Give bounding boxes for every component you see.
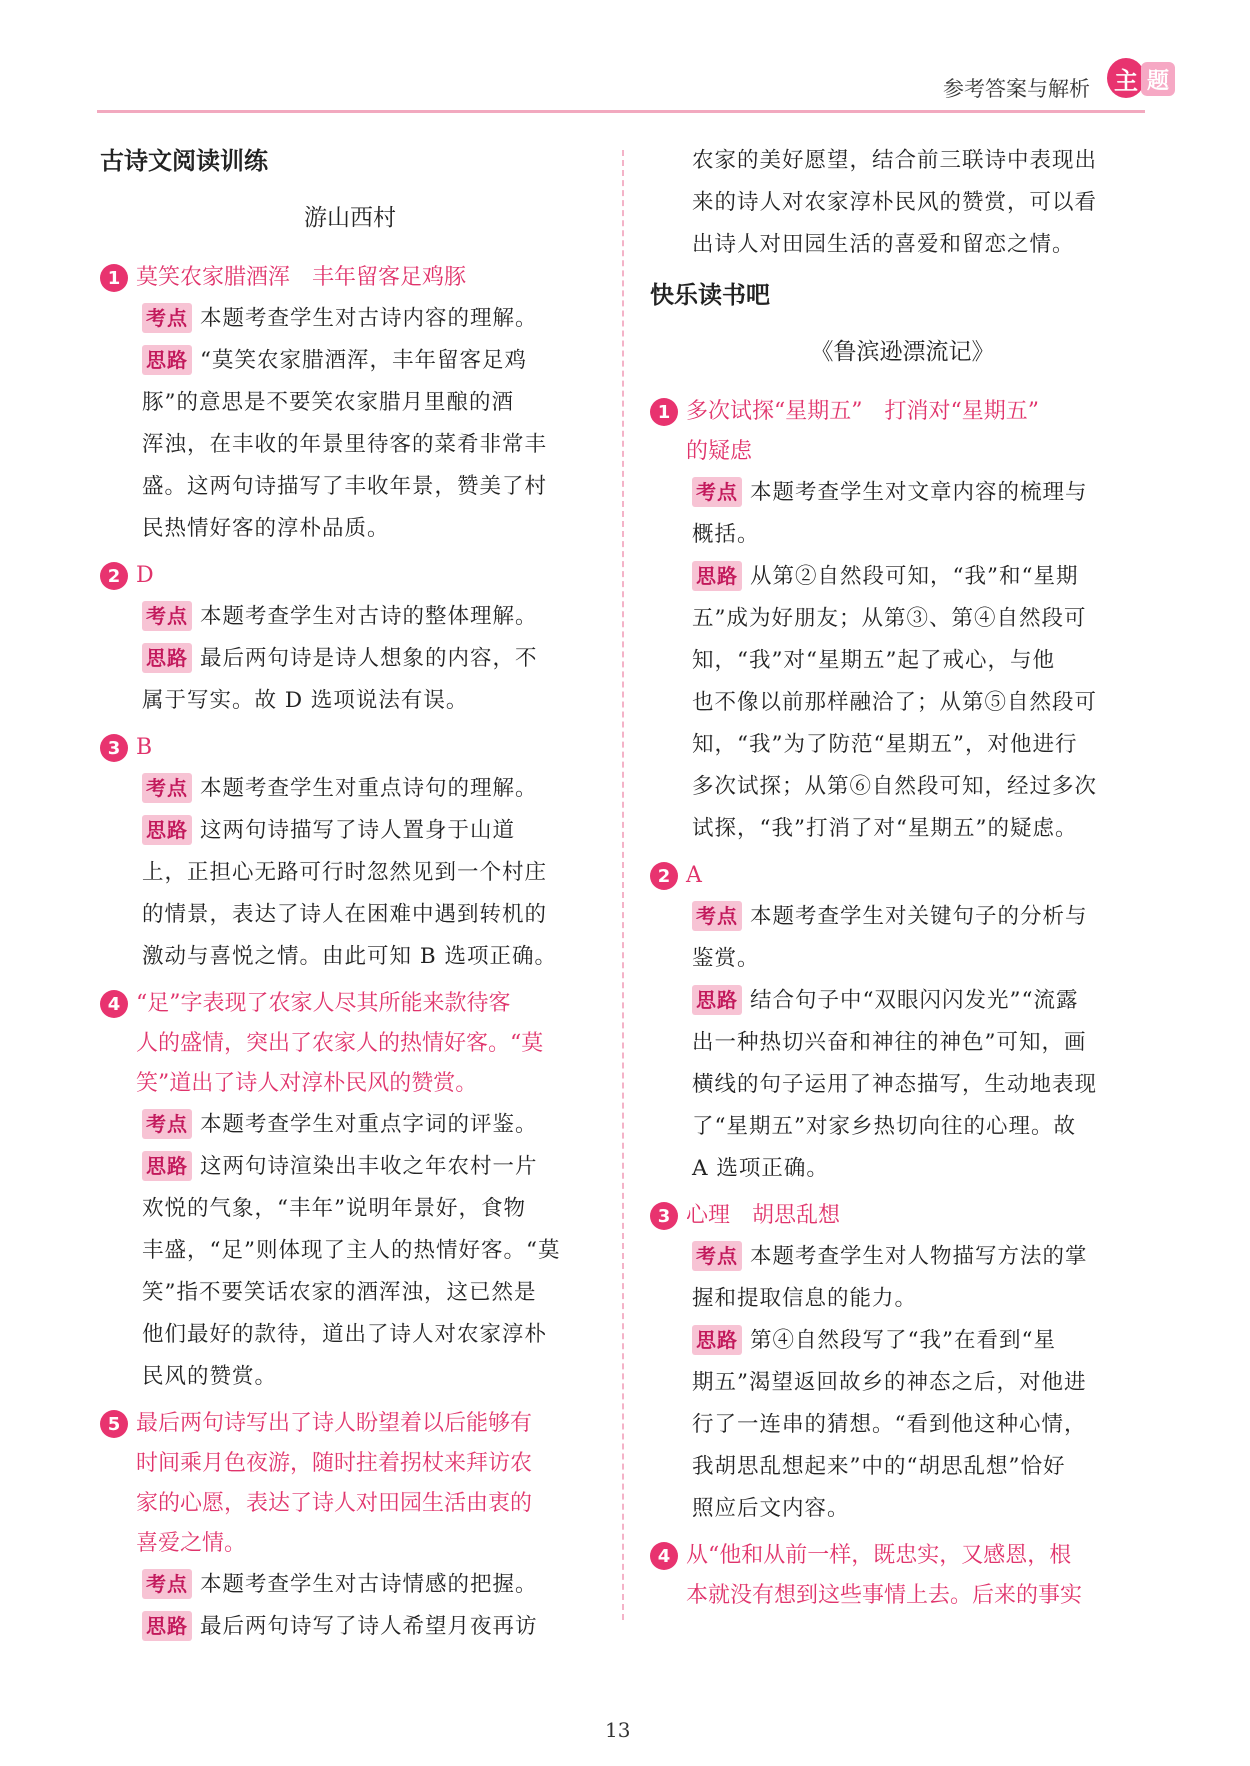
silu-block <box>100 1606 600 1648</box>
kaodian-label: 考点 <box>692 477 742 507</box>
silu-label: 思路 <box>142 1151 192 1181</box>
question-number-icon: 3 <box>100 734 128 762</box>
silu-line: 我胡思乱想起来”中的“胡思乱想”恰好 <box>692 1454 1066 1479</box>
answer-line: 时间乘月色夜游，随时拄着拐杖来拜访农 <box>136 1451 533 1476</box>
answer-text <box>136 556 600 596</box>
answer-line: 最后两句诗写出了诗人盼望着以后能够有 <box>136 1411 533 1436</box>
right-column <box>650 140 1155 1622</box>
silu-line: 民热情好客的淳朴品质。 <box>142 516 390 541</box>
question-number-icon: 1 <box>650 398 678 426</box>
silu-line: 出一种热切兴奋和神往的神色”可知，画 <box>692 1030 1087 1055</box>
silu-block <box>100 1146 600 1398</box>
answer-row <box>100 556 600 596</box>
answer-line: 多次试探“星期五” 打消对“星期五” <box>686 399 1039 424</box>
silu-label: 思路 <box>142 345 192 375</box>
answer-row <box>650 856 1155 896</box>
answer-line: 从“他和从前一样，既忠实，又感恩，根 <box>686 1543 1072 1568</box>
page-number: 13 <box>605 1718 631 1742</box>
kaodian-block <box>650 472 1155 556</box>
answer-text <box>686 392 1155 472</box>
silu-line: 行了一连串的猜想。“看到他这种心情， <box>692 1412 1087 1437</box>
question-number-icon: 1 <box>100 264 128 292</box>
silu-line: 思路 第④自然段写了“我”在看到“星 <box>692 1320 1155 1362</box>
kaodian-block <box>100 1104 600 1146</box>
silu-label: 思路 <box>692 1325 742 1355</box>
silu-line: 了“星期五”对家乡热切向往的心理。故 <box>692 1114 1076 1139</box>
answer-row <box>100 258 600 298</box>
silu-label: 思路 <box>142 1611 192 1641</box>
kaodian-line: 考点 本题考查学生对文章内容的梳理与 <box>692 472 1155 514</box>
silu-line: 思路 最后两句诗写了诗人希望月夜再访 <box>142 1606 600 1648</box>
silu-line: 知，“我”为了防范“星期五”，对他进行 <box>692 732 1078 757</box>
answer-line: 的疑虑 <box>686 439 753 464</box>
silu-block <box>650 1320 1155 1530</box>
silu-line: 期五”渴望返回故乡的神态之后，对他进 <box>692 1370 1087 1395</box>
silu-line: 思路 “莫笑农家腊酒浑，丰年留客足鸡 <box>142 340 600 382</box>
question-3 <box>100 728 600 978</box>
answer-line: 喜爱之情。 <box>136 1531 247 1556</box>
kaodian-block <box>100 1564 600 1606</box>
silu-block <box>650 556 1155 850</box>
silu-line: 丰盛，“足”则体现了主人的热情好客。“莫 <box>142 1238 561 1263</box>
question-number-icon: 4 <box>100 990 128 1018</box>
answer-text <box>686 1536 1155 1616</box>
kaodian-line: 鉴赏。 <box>692 946 760 971</box>
silu-line: A 选项正确。 <box>692 1156 829 1181</box>
question-number-icon: 4 <box>650 1542 678 1570</box>
kaodian-label: 考点 <box>142 303 192 333</box>
question-4 <box>650 1536 1155 1616</box>
answer-text <box>136 258 600 298</box>
silu-line: 上，正担心无路可行时忽然见到一个村庄 <box>142 860 548 885</box>
silu-block <box>100 340 600 550</box>
silu-line: 多次试探；从第⑥自然段可知，经过多次 <box>692 774 1098 799</box>
kaodian-line: 考点 本题考查学生对重点字词的评鉴。 <box>142 1104 600 1146</box>
kaodian-line: 考点 本题考查学生对古诗的整体理解。 <box>142 596 600 638</box>
silu-line: 横线的句子运用了神态描写，生动地表现 <box>692 1072 1098 1097</box>
silu-line: 知，“我”对“星期五”起了戒心，与他 <box>692 648 1055 673</box>
answer-line: “足”字表现了农家人尽其所能来款待客 <box>136 991 511 1016</box>
kaodian-label: 考点 <box>142 601 192 631</box>
kaodian-line: 考点 本题考查学生对古诗内容的理解。 <box>142 298 600 340</box>
silu-line: 的情景，表达了诗人在困难中遇到转机的 <box>142 902 548 927</box>
answer-line: D <box>136 563 154 588</box>
topic-badge-2: 题 <box>1141 62 1175 96</box>
silu-line: 属于写实。故 D 选项说法有误。 <box>142 688 469 713</box>
question-1 <box>100 258 600 550</box>
kaodian-line: 考点 本题考查学生对关键句子的分析与 <box>692 896 1155 938</box>
continued-line: 出诗人对田园生活的喜爱和留恋之情。 <box>692 232 1075 257</box>
kaodian-block <box>650 1236 1155 1320</box>
question-1 <box>650 392 1155 850</box>
answer-row <box>100 728 600 768</box>
silu-line: 思路 这两句诗渲染出丰收之年农村一片 <box>142 1146 600 1188</box>
silu-line: 思路 这两句诗描写了诗人置身于山道 <box>142 810 600 852</box>
question-number-icon: 3 <box>650 1202 678 1230</box>
answer-line: A <box>686 863 702 888</box>
kaodian-label: 考点 <box>142 1569 192 1599</box>
silu-block <box>100 638 600 722</box>
answer-line: B <box>136 735 153 760</box>
silu-block <box>100 810 600 978</box>
section-title: 快乐读书吧 <box>650 281 770 309</box>
silu-label: 思路 <box>142 815 192 845</box>
question-2 <box>650 856 1155 1190</box>
answer-line: 笑”道出了诗人对淳朴民风的赞赏。 <box>136 1071 478 1096</box>
question-5 <box>100 1404 600 1648</box>
kaodian-block <box>650 896 1155 980</box>
answer-row <box>650 1536 1155 1616</box>
silu-line: 豚”的意思是不要笑农家腊月里酿的酒 <box>142 390 514 415</box>
answer-line: 人的盛情，突出了农家人的热情好客。“莫 <box>136 1031 544 1056</box>
kaodian-label: 考点 <box>142 1109 192 1139</box>
question-number-icon: 2 <box>100 562 128 590</box>
kaodian-line: 概括。 <box>692 522 760 547</box>
question-2 <box>100 556 600 722</box>
silu-line: 思路 最后两句诗是诗人想象的内容，不 <box>142 638 600 680</box>
answer-line: 莫笑农家腊酒浑 丰年留客足鸡豚 <box>136 265 467 290</box>
kaodian-block <box>100 596 600 638</box>
answer-line: 本就没有想到这些事情上去。后来的事实 <box>686 1583 1083 1608</box>
header-rule <box>97 110 1145 113</box>
silu-line: 民风的赞赏。 <box>142 1364 278 1389</box>
silu-label: 思路 <box>142 643 192 673</box>
kaodian-block <box>100 768 600 810</box>
silu-block <box>650 980 1155 1190</box>
silu-line: 激动与喜悦之情。由此可知 B 选项正确。 <box>142 944 557 969</box>
kaodian-line: 考点 本题考查学生对人物描写方法的掌 <box>692 1236 1155 1278</box>
silu-line: 他们最好的款待，道出了诗人对农家淳朴 <box>142 1322 548 1347</box>
silu-line: 五”成为好朋友；从第③、第④自然段可 <box>692 606 1087 631</box>
kaodian-label: 考点 <box>692 901 742 931</box>
question-number-icon: 5 <box>100 1410 128 1438</box>
header-title: 参考答案与解析 <box>943 77 1090 101</box>
answer-text <box>686 1196 1155 1236</box>
silu-label: 思路 <box>692 561 742 591</box>
kaodian-line: 握和提取信息的能力。 <box>692 1286 918 1311</box>
silu-line: 欢悦的气象，“丰年”说明年景好，食物 <box>142 1196 526 1221</box>
answer-row <box>650 392 1155 472</box>
silu-line: 盛。这两句诗描写了丰收年景，赞美了村 <box>142 474 548 499</box>
kaodian-block <box>100 298 600 340</box>
answer-text <box>686 856 1155 896</box>
silu-line: 试探，“我”打消了对“星期五”的疑虑。 <box>692 816 1078 841</box>
continued-line: 农家的美好愿望，结合前三联诗中表现出 <box>692 148 1098 173</box>
kaodian-line: 考点 本题考查学生对古诗情感的把握。 <box>142 1564 600 1606</box>
answer-line: 心理 胡思乱想 <box>686 1203 841 1228</box>
answer-text <box>136 728 600 768</box>
silu-line: 思路 结合句子中“双眼闪闪发光”“流露 <box>692 980 1155 1022</box>
continued-text <box>650 140 1155 266</box>
question-number-icon: 2 <box>650 862 678 890</box>
silu-line: 浑浊，在丰收的年景里待客的菜肴非常丰 <box>142 432 548 457</box>
poem-title: 游山西村 <box>304 205 396 231</box>
silu-label: 思路 <box>692 985 742 1015</box>
answer-text <box>136 984 600 1104</box>
silu-line: 思路 从第②自然段可知，“我”和“星期 <box>692 556 1155 598</box>
right-questions <box>650 392 1155 1616</box>
kaodian-label: 考点 <box>142 773 192 803</box>
answer-row <box>100 984 600 1104</box>
answer-row <box>100 1404 600 1564</box>
answer-row <box>650 1196 1155 1236</box>
answer-text <box>136 1404 600 1564</box>
book-title: 《鲁滨逊漂流记》 <box>810 339 995 365</box>
question-4 <box>100 984 600 1398</box>
left-column <box>100 140 600 1654</box>
question-3 <box>650 1196 1155 1530</box>
silu-line: 照应后文内容。 <box>692 1496 850 1521</box>
answer-line: 家的心愿，表达了诗人对田园生活由衷的 <box>136 1491 533 1516</box>
left-questions <box>100 258 600 1648</box>
kaodian-label: 考点 <box>692 1241 742 1271</box>
column-divider <box>622 150 624 1620</box>
continued-line: 来的诗人对农家淳朴民风的赞赏，可以看 <box>692 190 1098 215</box>
silu-line: 也不像以前那样融洽了；从第⑤自然段可 <box>692 690 1098 715</box>
topic-badge: 主 <box>1107 58 1145 98</box>
section-title: 古诗文阅读训练 <box>100 147 268 175</box>
kaodian-line: 考点 本题考查学生对重点诗句的理解。 <box>142 768 600 810</box>
silu-line: 笑”指不要笑话农家的酒浑浊，这已然是 <box>142 1280 537 1305</box>
